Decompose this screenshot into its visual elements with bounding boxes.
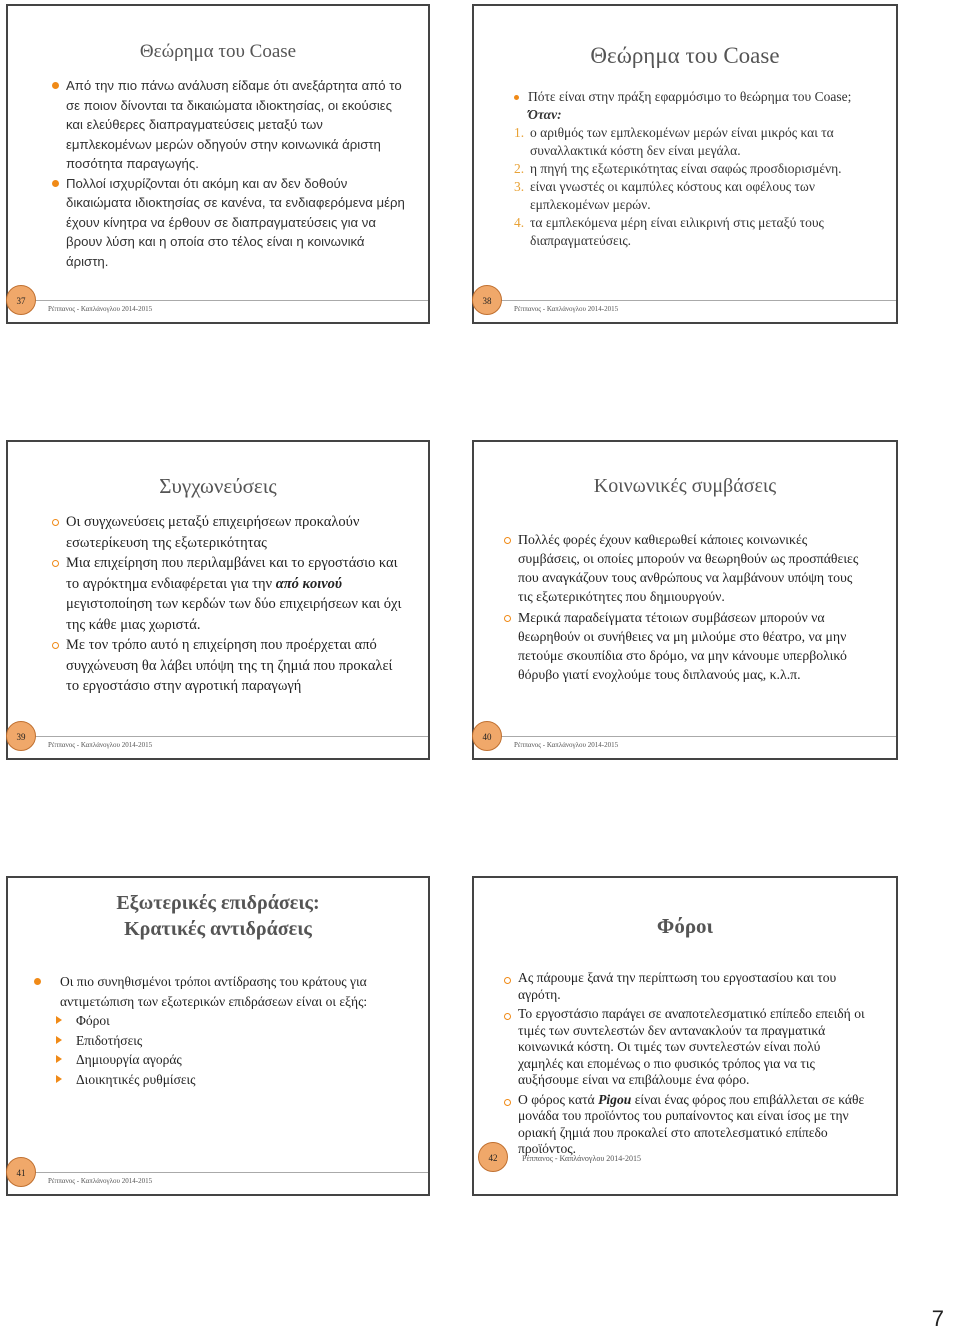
list-item: Με τον τρόπο αυτό η επιχείρηση που προέρχεται από συγχώνευση θα λάβει υπόψη της τη ζημιά που προκαλεί το εργοστάσιο στην αγροτική παραγωγή [52,635,408,697]
slide-number-badge: 41 [6,1157,36,1187]
bullet-icon [52,642,59,649]
bullet-arrow-icon [56,1036,62,1044]
slide-39 [6,440,430,760]
slide-41 [6,876,430,1196]
slide-title: Φόροι [656,914,714,938]
list-item: 2. η πηγή της εξωτερικότητας είναι σαφώς προσδιορισμένη. [514,161,842,176]
list-item: Από την πιο πάνω ανάλυση είδαμε ότι ανεξάρτητα από το σε ποιον δίνονται τα δικαιώματα ιδιοκτησίας, οι εκούσιες και ελεύθερες διαπραγματεύσεις μεταξύ των εμπλεκομένων μερών οδηγούν στην κοινωνικά άριστη ποσότητα παραγωγής. [52,76,408,174]
bullet-arrow-icon [56,1075,62,1083]
bullet-icon [504,615,511,622]
slide-number-badge: 38 [472,285,502,315]
list-item: 3. είναι γνωστές οι καμπύλες κόστους και οφέλους των εμπλεκομένων μερών. [514,179,815,212]
footer-text: Ρέππανος - Καπλάνογλου 2014-2015 [514,305,619,313]
bullet-arrow-icon [56,1016,62,1024]
sub-item: Δημιουργία αγοράς [54,1050,404,1070]
slide-footer [474,1153,896,1194]
list-item: Μερικά παραδείγματα τέτοιων συμβάσεων μπορούν να θεωρηθούν οι συνήθειες να μη μιλούμε στο θέατρο, να μην πετούμε σκουπίδια στο δρόμο, να μην κάνουμε υπερβολικό θόρυβο γιατί ενοχλούμε τους διπλανούς μας, κ.λ.π. [504,608,870,684]
list-item: Πότε είναι στην πράξη εφαρμόσιμο το θεώρημα του Coase; Όταν: [514,88,876,124]
slide-number-badge: 39 [6,721,36,751]
slide-number-badge: 42 [478,1142,508,1172]
slide-37 [6,4,430,324]
bullet-icon [504,537,511,544]
slide-footer [8,1168,428,1194]
bullet-icon [514,95,519,100]
slide-footer [474,732,896,758]
footer-text: Ρέππανος - Καπλάνογλου 2014-2015 [514,741,619,749]
list-item: Μια επιχείρηση που περιλαμβάνει και το εργοστάσιο και το αγρόκτημα ενδιαφέρεται για την από κοινού μεγιστοποίηση των κερδών των δύο επιχειρήσεων και όχι της κάθε μιας χωριστά. [52,553,408,635]
slide-number-badge: 40 [472,721,502,751]
slide-title: Κοινωνικές συμβάσεις [593,475,777,497]
list-item: Πολλοί ισχυρίζονται ότι ακόμη και αν δεν δοθούν δικαιώματα ιδιοκτησίας σε κανένα, τα ενδιαφερόμενα μέρη έχουν κίνητρα να έρθουν σε διαπραγματεύσεις για να βρουν λύση και η οποία στο τέλος είναι η κοινωνικά άριστη. [52,174,408,272]
bullet-icon [504,1099,511,1106]
slide-body [34,972,404,1089]
sub-item: Επιδοτήσεις [54,1031,404,1051]
footer-text: Ρέππανος - Καπλάνογλου 2014-2015 [522,1154,641,1163]
bullet-icon [504,977,511,984]
slide-42 [472,876,898,1196]
slide-body [52,512,408,697]
bullet-icon [52,180,59,187]
list-item: Οι συγχωνεύσεις μεταξύ επιχειρήσεων προκαλούν εσωτερίκευση της εξωτερικότητας [52,512,408,553]
slide-body [504,970,866,1158]
slide-body [514,88,876,250]
list-item: 4. τα εμπλεκόμενα μέρη είναι ειλικρινή στις μεταξύ τους διαπραγματεύσεις. [514,215,824,248]
list-item: Ο φόρος κατά Pigou είναι ένας φόρος που επιβάλλεται σε κάθε μονάδα του προϊόντος του ρυπαίνοντος και είναι ίσος με την οριακή ζημιά που προκαλεί στο αποτελεσματικό επίπεδο προϊόντος. [504,1092,866,1158]
sub-item: Διοικητικές ρυθμίσεις [54,1070,404,1090]
bullet-icon [52,560,59,567]
footer-text: Ρέππανος - Καπλάνογλου 2014-2015 [48,741,153,749]
slide-40 [472,440,898,760]
list-item: Οι πιο συνηθισμένοι τρόποι αντίδρασης του κράτους για αντιμετώπιση των εξωτερικών επιδράσεων είναι οι εξής: [34,972,404,1011]
bullet-icon [52,519,59,526]
list-item: 1. ο αριθμός των εμπλεκομένων μερών είναι μικρός και τα συναλλακτικά κόστη δεν είναι μεγάλα. [514,125,834,158]
bullet-icon [52,82,59,89]
slide-body [504,530,870,684]
footer-text: Ρέππανος - Καπλάνογλου 2014-2015 [48,305,153,313]
slide-body [52,76,408,271]
bullet-arrow-icon [56,1055,62,1063]
page-number: 7 [931,1306,944,1331]
slide-number-badge: 37 [6,285,36,315]
slide-38 [472,4,898,324]
bullet-icon [504,1013,511,1020]
bullet-icon [34,978,41,985]
slide-title: Θεώρημα του Coase [590,43,780,68]
list-item: Ας πάρουμε ξανά την περίπτωση του εργοστασίου και του αγρότη. [504,970,866,1003]
list-item: Πολλές φορές έχουν καθιερωθεί κάποιες κοινωνικές συμβάσεις, οι οποίες μπορούν να θεωρηθούν ως προσπάθειες που αναγκάζουν τους ανθρώπους να λαμβάνουν υπόψη τους τις εξωτερικότητες που δημιουργούν. [504,530,870,606]
slide-title: Θεώρημα του Coase [139,41,297,62]
slide-footer [8,732,428,758]
slide-footer [8,296,428,322]
slide-footer [474,296,896,322]
sub-item: Φόροι [54,1011,404,1031]
list-item: Το εργοστάσιο παράγει σε αναποτελεσματικό επίπεδο επειδή οι τιμές των συντελεστών δεν αντανακλούν τα πραγματικά κοινωνικά κόστη. Οι τιμές των συντελεστών είναι πολύ χαμηλές και επομένως ο πιο φυσικός τρόπος για να τις αυξήσουμε είναι να επιβάλουμε ένα φόρο. [504,1006,866,1089]
slide-title: Συγχωνεύσεις [159,474,277,498]
footer-text: Ρέππανος - Καπλάνογλου 2014-2015 [48,1177,153,1185]
slide-title: Εξωτερικές επιδράσεις: Κρατικές αντιδράσεις [116,892,320,940]
